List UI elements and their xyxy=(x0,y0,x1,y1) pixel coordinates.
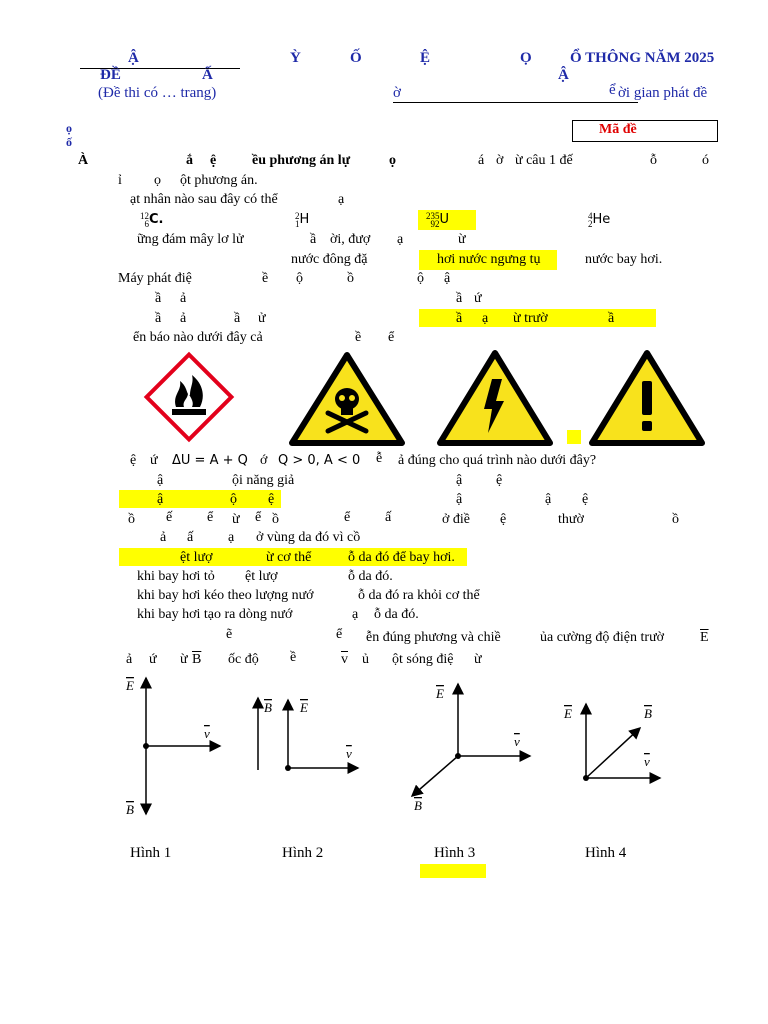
header-right-underline xyxy=(393,102,638,103)
heading2-part-b: ọ xyxy=(154,173,161,188)
header-left-line2a: ĐỀ xyxy=(100,67,121,83)
q3-opt-d3: ừ trườ xyxy=(513,311,548,326)
q1-option-b xyxy=(295,212,309,228)
flammable-hazard-icon xyxy=(138,351,240,443)
q3-opt-c3: ầ xyxy=(234,311,241,326)
figure-2-diagram xyxy=(258,698,358,771)
q4-stem-c: ể xyxy=(388,330,395,345)
q5-opt-c1: ậ xyxy=(157,492,164,507)
q1-d-z: 2 xyxy=(588,219,593,229)
q6-opt-c1: khi bay hơi kéo theo lượng nướ xyxy=(137,588,314,603)
q3-opt-a1: ầ xyxy=(155,291,162,306)
q5-stem-e: ả đúng cho quá trình nào dưới đây? xyxy=(398,453,597,468)
q5-opt-c3: ệ xyxy=(268,492,275,507)
section-heading-line1 xyxy=(78,153,88,169)
q7-answer-highlight xyxy=(420,864,486,878)
q3-stem-a: Máy phát điệ xyxy=(118,271,192,286)
heading-part-i: ỗ xyxy=(650,153,657,168)
q3-opt-c4: ử xyxy=(258,311,266,326)
q5-opt-d3: ệ xyxy=(582,492,589,507)
fig4-E-label: E xyxy=(564,706,572,721)
q1-d-mass: 4 xyxy=(588,211,593,221)
high-voltage-icon xyxy=(436,349,554,447)
fig3-v-label: v xyxy=(514,734,520,749)
q6-opt-a3: ỗ da đó để bay hơi. xyxy=(348,550,455,565)
q6-opt-b2: ệt lượ xyxy=(245,569,278,584)
q7-stem2-g: $\overline{v}$ xyxy=(341,652,348,667)
q3-opt-d4: ầ xyxy=(608,311,615,326)
q5-formula-b: Q > 0, A < 0 xyxy=(278,453,361,468)
q2-stem-b: ầ xyxy=(310,232,317,247)
q7-stem-d: ủa cường độ điện trườ xyxy=(540,630,665,645)
q1-b-mass: 2 xyxy=(295,211,300,221)
q6-opt-a1: ệt lượ xyxy=(180,550,213,565)
fig3-E-label: E xyxy=(436,686,444,701)
q6-stem-b: ế xyxy=(166,510,173,525)
q6-stem-h: ấ xyxy=(385,510,392,525)
heading-part-j: ó xyxy=(702,153,709,168)
q6-stem2-b: ấ xyxy=(187,530,194,545)
heading-part-a: À xyxy=(78,153,89,168)
margin-char-2: ố xyxy=(66,135,72,149)
heading2-part-c: ột phương án. xyxy=(180,173,258,188)
q6-opt-b3: ỗ da đó. xyxy=(348,569,393,584)
q1-option-c xyxy=(426,212,449,228)
q6-stem-g: ể xyxy=(344,510,351,525)
fig3-B-label: B xyxy=(414,798,422,813)
heading-part-g: ờ xyxy=(496,153,504,168)
q7-stem-c: ễn đúng phương và chiề xyxy=(366,630,501,645)
q7-stem2-j: ừ xyxy=(474,652,482,667)
q7-stem2-a: ả xyxy=(126,652,133,667)
heading2-part-a: ỉ xyxy=(118,173,122,188)
header-left-line2b: Ấ xyxy=(202,67,213,83)
q1-stem-b: ạ xyxy=(338,192,345,207)
header-right-line3b: ể xyxy=(609,82,616,98)
heading-part-d: ều phương án lự xyxy=(252,153,351,168)
vector-figures xyxy=(0,670,768,870)
header-title-c3: Ệ xyxy=(420,50,431,66)
q7-stem2-d: $\overline{B}$ xyxy=(192,652,202,667)
header-title-c1: Ỳ xyxy=(290,50,301,66)
q2-stem-a: ững đám mây lơ lử xyxy=(137,232,244,247)
q2-stem-d: ạ xyxy=(397,232,404,247)
figure-3-label: Hình 3 xyxy=(434,845,476,861)
fig4-v-label: v xyxy=(644,754,650,769)
q5-opt-b1: ậ xyxy=(456,473,463,488)
q5-formula-a: ΔU = A + Q xyxy=(172,453,248,468)
q6-opt-c2: ỗ da đó ra khỏi cơ thể xyxy=(358,588,480,603)
q3-opt-d1: ầ xyxy=(456,311,463,326)
fig2-B-label: B xyxy=(264,700,272,715)
q6-opt-b1: khi bay hơi tỏ xyxy=(137,569,215,584)
fig2-E-label: E xyxy=(300,700,308,715)
heading-part-h: ừ câu 1 đế xyxy=(515,153,573,168)
q6-stem-i: ở điề xyxy=(442,512,471,527)
q3-opt-d2: ạ xyxy=(482,311,489,326)
q3-stem-c: ộ xyxy=(296,271,303,286)
q1-c-symbol: U xyxy=(439,212,450,228)
q5-opt-c2: ộ xyxy=(230,492,237,507)
figure-1-diagram xyxy=(125,678,220,817)
q5-opt-d2: ậ xyxy=(545,492,552,507)
q3-opt-c2: ả xyxy=(180,311,187,326)
q1-option-d xyxy=(588,212,610,228)
q6-stem-f: ồ xyxy=(272,512,279,527)
q3-opt-a2: ả xyxy=(180,291,187,306)
q1-c-z: 92 xyxy=(430,219,440,229)
q6-stem-j: ệ xyxy=(500,512,507,527)
q5-opt-a1: ậ xyxy=(157,473,164,488)
general-warning-icon xyxy=(588,349,706,447)
q3-stem-b: ề xyxy=(262,271,269,286)
q2-option-b-prefix: nước đông đặ xyxy=(291,252,368,267)
q1-a-symbol: C. xyxy=(149,212,164,228)
q4-stem-a: ển báo nào dưới đây cả xyxy=(133,330,263,345)
header-right-line3a: ờ xyxy=(393,85,401,101)
q7-stem-e: $\overline{E}$ xyxy=(700,630,709,645)
fig1-B-label: B xyxy=(126,802,134,817)
q6-opt-d3: ỗ da đó. xyxy=(374,607,419,622)
q6-stem-d: ừ xyxy=(232,512,240,527)
q3-stem-f: ậ xyxy=(444,271,451,286)
header-title-tail: Ổ THÔNG NĂM 2025 xyxy=(570,50,715,66)
header-title-c2: Ố xyxy=(350,50,362,66)
q1-option-a xyxy=(140,212,163,228)
q5-opt-b2: ệ xyxy=(496,473,503,488)
q6-opt-a2: ừ cơ thể xyxy=(266,550,312,565)
q4-stem-b: ề xyxy=(355,330,362,345)
figure-4-diagram xyxy=(563,704,660,781)
q6-opt-d1: khi bay hơi tạo ra dòng nướ xyxy=(137,607,293,622)
q7-stem2-h: ủ xyxy=(362,652,369,667)
heading-part-c: ệ xyxy=(210,153,217,168)
q6-stem-c: ể xyxy=(207,510,214,525)
q2-stem-e: ừ xyxy=(458,232,466,247)
q5-opt-a2: ội năng giả xyxy=(232,473,295,488)
q7-stem2-e: ốc độ xyxy=(228,652,259,667)
q1-stem-a: ạt nhân nào sau đây có thể xyxy=(130,192,278,207)
q3-stem-d: ồ xyxy=(347,271,354,286)
q7-stem2-c: ừ xyxy=(180,652,188,667)
q6-stem2-a: ả xyxy=(160,530,167,545)
q6-stem-l: ồ xyxy=(672,512,679,527)
q7-stem2-i: ột sóng điệ xyxy=(392,652,454,667)
q6-stem2-d: ở vùng da đó vì cồ xyxy=(256,530,361,545)
q6-opt-d2: ạ xyxy=(352,607,359,622)
q5-opt-d1: ậ xyxy=(456,492,463,507)
q3-stem-e: ộ xyxy=(417,271,424,286)
header-left-line1: Ậ xyxy=(128,50,139,66)
header-title-c4: Ọ xyxy=(520,50,532,66)
q1-a-mass: 12 xyxy=(140,211,149,221)
header-right-line2: Ậ xyxy=(558,67,569,83)
q2-option-d: nước bay hơi. xyxy=(585,252,663,267)
figure-4-label: Hình 4 xyxy=(585,845,627,861)
q3-opt-c1: ầ xyxy=(155,311,162,326)
q5-stem-b: ứ xyxy=(150,453,158,468)
q7-stem2-b: ứ xyxy=(149,652,157,667)
q2-option-c: hơi nước ngưng tụ xyxy=(437,252,541,267)
q7-stem-a: ẽ xyxy=(226,627,233,642)
fig4-B-label: B xyxy=(644,706,652,721)
q2-stem-c: ời, đượ xyxy=(330,232,371,247)
fig1-v-label: v xyxy=(204,726,210,741)
q5-stem-d: ễ xyxy=(376,451,383,466)
q1-d-symbol: He xyxy=(592,212,611,228)
header-right-line3c: ời gian phát đề xyxy=(618,85,708,101)
q6-stem-a: ồ xyxy=(128,512,135,527)
margin-char-1: ọ xyxy=(66,121,72,135)
q3-opt-b2: ứ xyxy=(474,291,482,306)
q5-stem-a: ệ xyxy=(130,453,137,468)
fig2-v-label: v xyxy=(346,746,352,761)
heading-part-b: ắ xyxy=(186,153,193,168)
header-left-line3: (Đề thi có … trang) xyxy=(98,85,217,101)
figure-1-label: Hình 1 xyxy=(130,845,172,861)
q6-stem-e: ể xyxy=(255,510,262,525)
heading-part-e: ọ xyxy=(389,153,396,168)
q1-b-symbol: H xyxy=(299,212,310,228)
q7-stem-b: ể xyxy=(336,627,343,642)
q1-b-z: 1 xyxy=(295,219,300,229)
q1-c-mass: 235 xyxy=(426,211,440,221)
figure-2-label: Hình 2 xyxy=(282,845,324,861)
q1-a-z: 6 xyxy=(144,219,149,229)
figure-3-diagram xyxy=(412,684,530,813)
toxic-skull-icon xyxy=(288,351,406,447)
q4-answer-highlight xyxy=(567,430,581,444)
q6-stem2-c: ạ xyxy=(228,530,235,545)
exam-code-label: Mã đề xyxy=(599,122,637,137)
exam-code-box xyxy=(572,120,718,142)
q5-stem-c: ớ xyxy=(260,453,268,468)
q3-opt-b1: ầ xyxy=(456,291,463,306)
q5-answer-highlight xyxy=(119,490,281,508)
fig1-E-label: E xyxy=(126,678,134,693)
q6-stem-k: thườ xyxy=(558,512,584,527)
heading-part-f: á xyxy=(478,153,485,168)
q7-stem2-f: ề xyxy=(290,650,297,665)
